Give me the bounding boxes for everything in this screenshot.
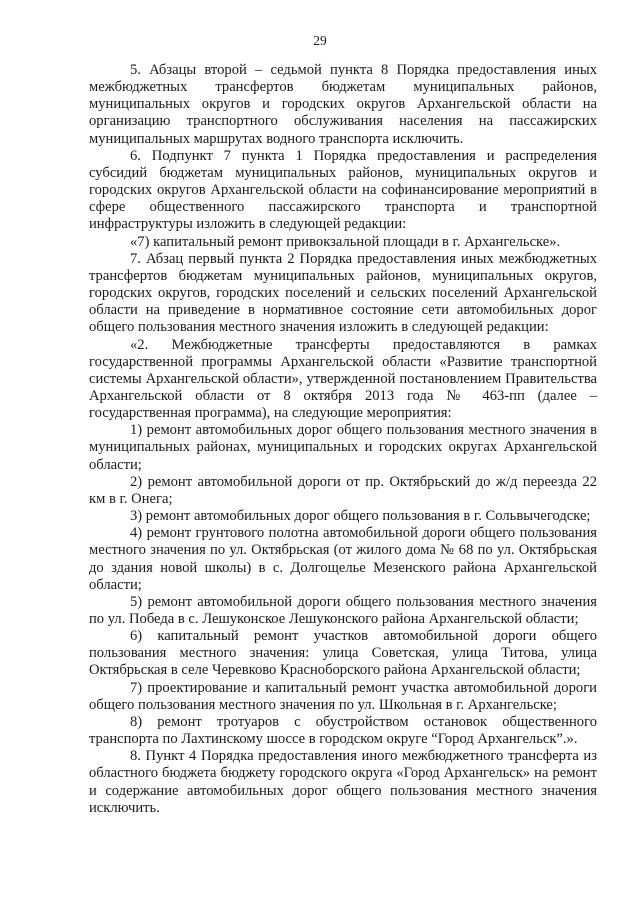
- quoted-point-2: «2. Межбюджетные трансферты предоставляются в рамках государственной программы Архангельской области «Развитие транспортной системы Архангельской области», утвержденной постановлением Правительства Архангельской области от 8 октября 2013 года № 463-пп (далее – государственная программа), на следующие мероприятия:: [89, 336, 597, 422]
- list-item-6: 6) капитальный ремонт участков автомобильной дороги общего пользования местного значения: улица Советская, улица Титова, улица Октябрьская в селе Черевково Красноборского района Архангельской области;: [89, 628, 597, 679]
- paragraph-item-6: 6. Подпункт 7 пункта 1 Порядка предоставления и распределения субсидий бюджетам муниципальных районов, муниципальных округов и городских округов Архангельской области на софинансирование мероприятий в сфере общественного пассажирского транспорта и транспортной инфраструктуры изложить в следующей редакции:: [89, 147, 597, 233]
- list-item-5: 5) ремонт автомобильной дороги общего пользования местного значения по ул. Победа в с. Лешуконское Лешуконского района Архангельской области;: [89, 593, 597, 627]
- page-number: 29: [313, 33, 327, 48]
- paragraph-item-7: 7. Абзац первый пункта 2 Порядка предоставления иных межбюджетных трансфертов бюджетам муниципальных районов, муниципальных округов, городских округов, городских поселений и сельских поселений Архангельской области на приведение в нормативное состояние сети автомобильных дорог общего пользования местного значения изложить в следующей редакции:: [89, 250, 597, 336]
- list-item-4: 4) ремонт грунтового полотна автомобильной дороги общего пользования местного значения по ул. Октябрьская (от жилого дома № 68 по ул. Октябрьская до здания новой школы) в с. Долгощелье Мезенского района Архангельской области;: [89, 525, 597, 593]
- paragraph-item-5: 5. Абзацы второй – седьмой пункта 8 Порядка предоставления иных межбюджетных трансфертов бюджетам муниципальных районов, муниципальных округов и городских округов Архангельской области на организацию транспортного обслуживания населения на пассажирских муниципальных маршрутах водного транспорта исключить.: [89, 62, 597, 147]
- list-item-7: 7) проектирование и капитальный ремонт участка автомобильной дороги общего пользования местного значения по ул. Школьная в г. Архангельске;: [89, 679, 597, 713]
- list-item-2: 2) ремонт автомобильной дороги от пр. Октябрьский до ж/д переезда 22 км в г. Онега;: [89, 473, 597, 507]
- document-body: [89, 62, 597, 817]
- list-item-1: 1) ремонт автомобильных дорог общего пользования местного значения в муниципальных районах, муниципальных и городских округах Архангельской области;: [89, 422, 597, 473]
- quoted-subpoint-7: «7) капитальный ремонт привокзальной площади в г. Архангельске».: [130, 233, 561, 250]
- paragraph-item-8: 8. Пункт 4 Порядка предоставления иного межбюджетного трансферта из областного бюджета бюджету городского округа «Город Архангельск» на ремонт и содержание автомобильных дорог общего пользования местного значения исключить.: [89, 748, 597, 816]
- list-item-8: 8) ремонт тротуаров с обустройством остановок общественного транспорта по Лахтинскому шоссе в городском округе “Город Архангельск”.».: [89, 713, 597, 748]
- list-item-3: 3) ремонт автомобильных дорог общего пользования в г. Сольвычегодске;: [130, 508, 591, 525]
